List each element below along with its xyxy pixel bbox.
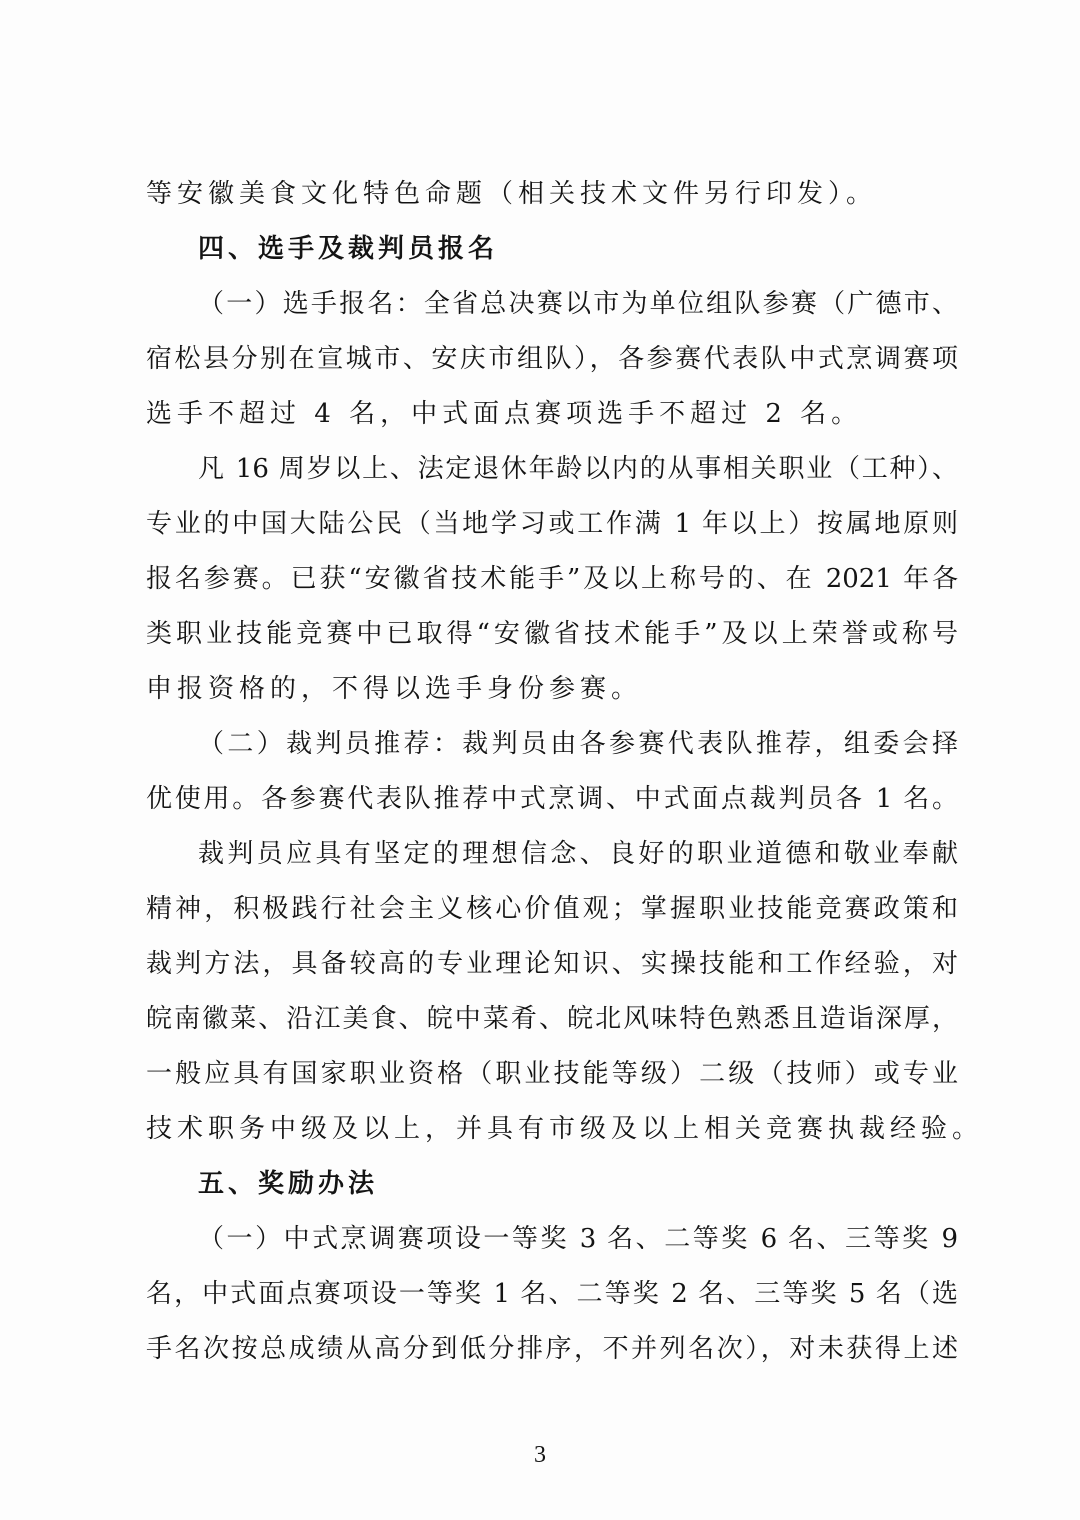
body-line: 技术职务中级及以上，并具有市级及以上相关竞赛执裁经验。 [146,1114,984,1144]
body-line: 精神，积极践行社会主义核心价值观；掌握职业技能竞赛政策和 [146,894,958,924]
body-line: 凡 16 周岁以上、法定退休年龄以内的从事相关职业（工种）、 [198,454,958,484]
body-line: （二）裁判员推荐：裁判员由各参赛代表队推荐，组委会择 [198,729,958,759]
body-line: 申报资格的，不得以选手身份参赛。 [146,674,643,704]
section-heading-4: 四、选手及裁判员报名 [198,234,499,264]
page-number: 3 [534,1442,546,1468]
body-line: 手名次按总成绩从高分到低分排序，不并列名次），对未获得上述 [146,1334,958,1364]
body-line: 优使用。各参赛代表队推荐中式烹调、中式面点裁判员各 1 名。 [146,784,958,814]
body-line: （一）中式烹调赛项设一等奖 3 名、二等奖 6 名、三等奖 9 [198,1224,958,1254]
body-line: 类职业技能竞赛中已取得“安徽省技术能手”及以上荣誉或称号 [146,619,958,649]
body-line: 皖南徽菜、沿江美食、皖中菜肴、皖北风味特色熟悉且造诣深厚， [146,1004,958,1034]
body-line: 名，中式面点赛项设一等奖 1 名、二等奖 2 名、三等奖 5 名（选 [146,1279,958,1309]
body-line: 裁判员应具有坚定的理想信念、良好的职业道德和敬业奉献 [198,839,958,869]
body-line: 报名参赛。已获“安徽省技术能手”及以上称号的、在 2021 年各 [146,564,958,594]
body-line: （一）选手报名：全省总决赛以市为单位组队参赛（广德市、 [198,289,958,319]
body-line: 宿松县分别在宣城市、安庆市组队），各参赛代表队中式烹调赛项 [146,344,958,374]
body-line: 等安徽美食文化特色命题（相关技术文件另行印发）。 [146,179,878,209]
body-line: 一般应具有国家职业资格（职业技能等级）二级（技师）或专业 [146,1059,958,1089]
section-heading-5: 五、奖励办法 [198,1169,379,1199]
body-line: 选手不超过 4 名，中式面点赛项选手不超过 2 名。 [146,399,863,429]
body-line: 裁判方法，具备较高的专业理论知识、实操技能和工作经验，对 [146,949,958,979]
body-line: 专业的中国大陆公民（当地学习或工作满 1 年以上）按属地原则 [146,509,958,539]
